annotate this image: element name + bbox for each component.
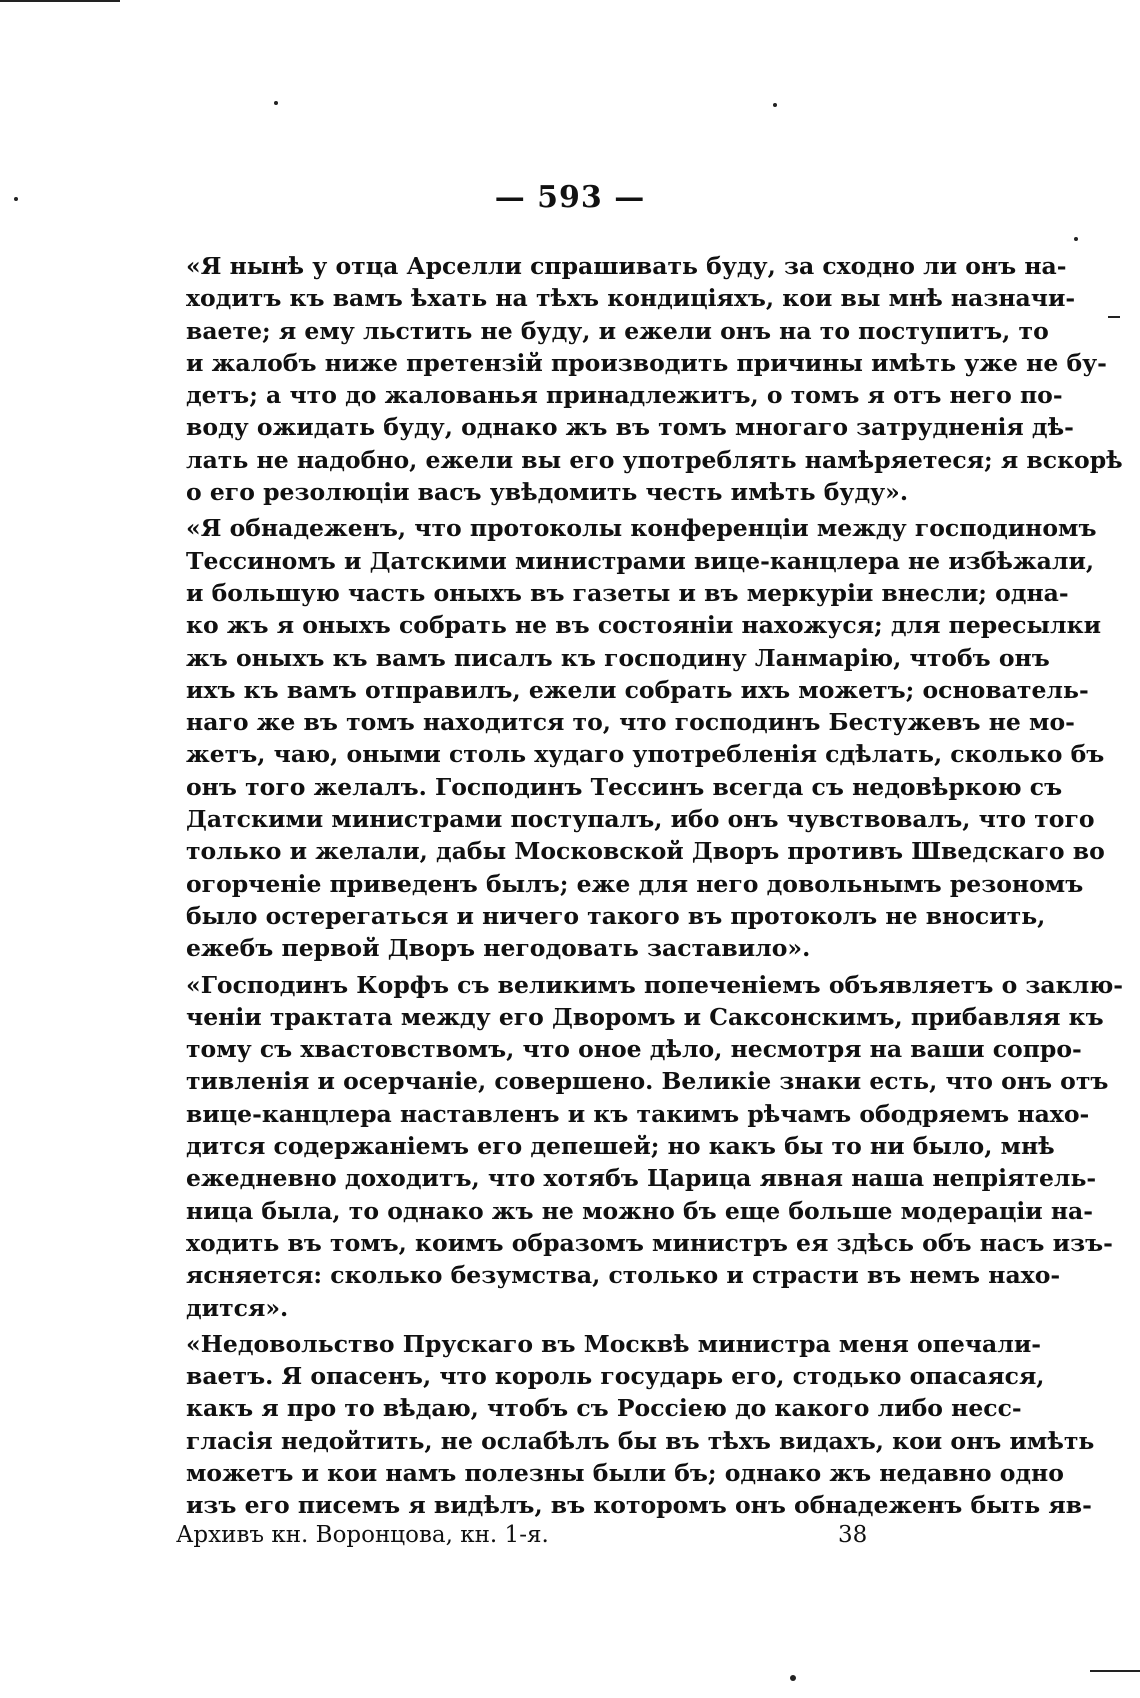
text-line: ко жъ я оныхъ собрать не въ состояніи нахожуся; для пересылки bbox=[186, 611, 1102, 640]
paragraph bbox=[186, 969, 1124, 1324]
text-line: Тессиномъ и Датскими министрами вице-канцлера не избѣжали, bbox=[186, 546, 1095, 575]
text-line: дится содержаніемъ его депешей; но какъ бы то ни было, мнѣ bbox=[186, 1132, 1055, 1161]
scan-speck bbox=[773, 103, 777, 107]
text-line: ченіи трактата между его Дворомъ и Саксонскимъ, прибавляя къ bbox=[186, 1002, 1104, 1031]
signature-mark: 38 bbox=[838, 1522, 868, 1548]
text-line: вице-канцлера наставленъ и къ такимъ рѣчамъ ободряемъ нахо- bbox=[186, 1099, 1090, 1128]
paragraph bbox=[186, 512, 1105, 964]
text-line: ваете; я ему льстить не буду, и ежели онъ на то поступитъ, то bbox=[186, 316, 1049, 345]
text-line: «Я нынѣ у отца Арселли спрашивать буду, за сходно ли онъ на- bbox=[186, 252, 1067, 280]
text-line: детъ; а что до жалованья принадлежитъ, о томъ я отъ него по- bbox=[186, 381, 1063, 410]
text-line: только и желали, дабы Московской Дворъ противъ Шведскаго во bbox=[186, 837, 1105, 866]
text-line: ежедневно доходитъ, что хотябъ Царица явная наша непріятель- bbox=[186, 1164, 1097, 1193]
scan-speck bbox=[1074, 237, 1078, 241]
scan-line bbox=[1090, 1670, 1140, 1672]
scan-line bbox=[0, 0, 120, 2]
text-line: наго же въ томъ находится то, что господинъ Бестужевъ не мо- bbox=[186, 708, 1075, 737]
text-line: о его резолюціи васъ увѣдомить честь имѣть буду». bbox=[186, 478, 909, 507]
text-line: гласія недойтить, не ослабѣлъ бы въ тѣхъ видахъ, кои онъ имѣть bbox=[186, 1426, 1095, 1455]
text-line: ясняется: сколько безумства, столько и страсти въ немъ нахо- bbox=[186, 1261, 1061, 1290]
text-line: ихъ къ вамъ отправилъ, ежели собрать ихъ можетъ; основатель- bbox=[186, 675, 1089, 704]
text-line: изъ его писемъ я видѣлъ, въ которомъ онъ обнадеженъ быть яв- bbox=[186, 1491, 1092, 1520]
scan-line bbox=[1108, 316, 1120, 318]
text-line: тому съ хвастовствомъ, что оное дѣло, несмотря на ваши сопро- bbox=[186, 1035, 1082, 1064]
text-line: дится». bbox=[186, 1293, 289, 1322]
body-text bbox=[186, 250, 1124, 1526]
text-line: ежебъ первой Дворъ негодовать заставило». bbox=[186, 934, 811, 963]
text-line: можетъ и кои намъ полезны были бъ; однако жъ недавно одно bbox=[186, 1458, 1064, 1487]
text-line: ваетъ. Я опасенъ, что король государь его, стодько опасаяся, bbox=[186, 1362, 1045, 1391]
text-line: ходитъ къ вамъ ѣхать на тѣхъ кондиціяхъ, кои вы мнѣ назначи- bbox=[186, 284, 1076, 313]
text-line: «Господинъ Корфъ съ великимъ попеченіемъ объявляетъ о заклю- bbox=[186, 970, 1124, 999]
text-line: тивленія и осерчаніе, совершено. Великіе знаки есть, что онъ отъ bbox=[186, 1067, 1109, 1096]
paragraph bbox=[186, 250, 1123, 508]
text-line: какъ я про то вѣдаю, чтобъ съ Россіею до какого либо несс- bbox=[186, 1394, 1022, 1423]
text-line: и жалобъ ниже претензій производить причины имѣть уже не бу- bbox=[186, 348, 1107, 377]
text-line: воду ожидать буду, однако жъ въ томъ многаго затрудненія дѣ- bbox=[186, 413, 1074, 442]
scan-speck bbox=[790, 1675, 796, 1681]
text-line: огорченіе приведенъ былъ; еже для него довольнымъ резономъ bbox=[186, 869, 1084, 898]
text-line: жетъ, чаю, оными столь худаго употребленія сдѣлать, сколько бъ bbox=[186, 740, 1105, 769]
text-line: было остерегаться и ничего такого въ протоколъ не вносить, bbox=[186, 901, 1046, 930]
text-line: ходить въ томъ, коимъ образомъ министръ ея здѣсь объ насъ изъ- bbox=[186, 1228, 1113, 1257]
text-line: лать не надобно, ежели вы его употреблять намѣряетеся; я вскорѣ bbox=[186, 445, 1123, 474]
text-line: жъ оныхъ къ вамъ писалъ къ господину Ланмарію, чтобъ онъ bbox=[186, 643, 1050, 672]
footer-source: Архивъ кн. Воронцова, кн. 1-я. bbox=[176, 1522, 549, 1548]
page-number: — 593 — bbox=[494, 180, 646, 215]
paragraph bbox=[186, 1328, 1095, 1522]
scan-speck bbox=[14, 197, 18, 201]
text-line: ница была, то однако жъ не можно бъ еще больше модераціи на- bbox=[186, 1196, 1094, 1225]
text-line: «Недовольство Прускаго въ Москвѣ министра меня опечали- bbox=[186, 1329, 1042, 1358]
text-line: онъ того желалъ. Господинъ Тессинъ всегда съ недовѣркою съ bbox=[186, 772, 1063, 801]
text-line: и большую часть оныхъ въ газеты и въ меркуріи внесли; одна- bbox=[186, 578, 1069, 607]
text-line: Датскими министрами поступалъ, ибо онъ чувствовалъ, что того bbox=[186, 805, 1095, 834]
text-line: «Я обнадеженъ, что протоколы конференціи между господиномъ bbox=[186, 514, 1097, 543]
scan-speck bbox=[274, 101, 278, 105]
